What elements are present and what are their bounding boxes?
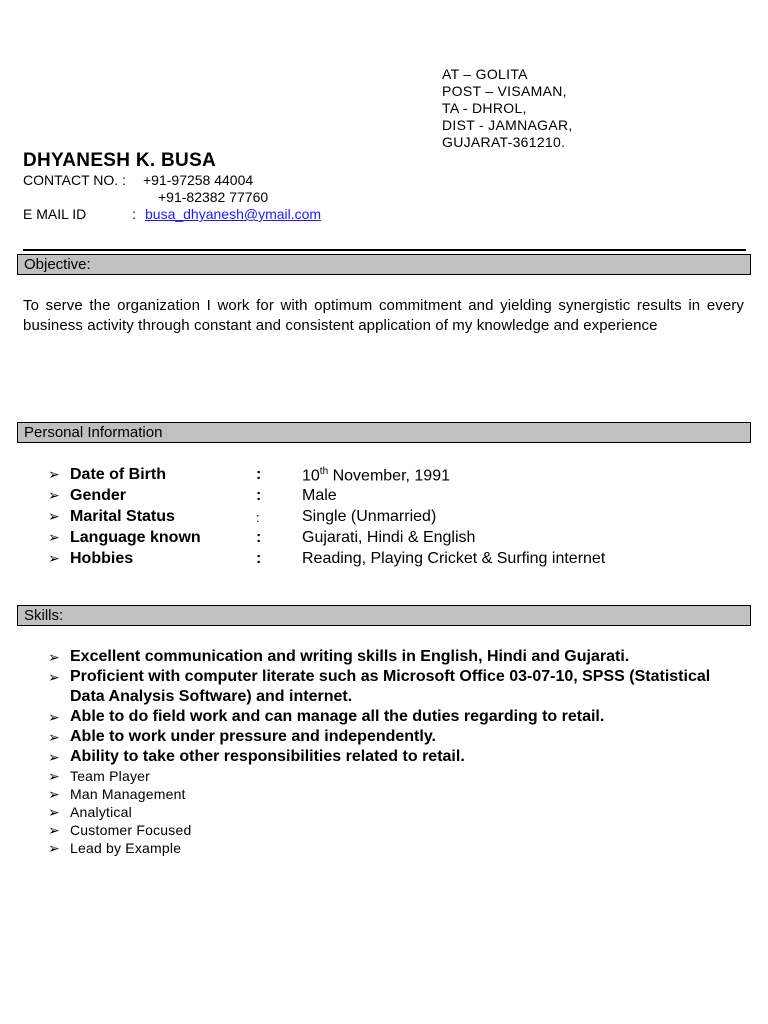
- hobbies-label: Hobbies: [70, 550, 134, 567]
- arrow-bullet-icon: ➢: [48, 709, 60, 725]
- arrow-bullet-icon: ➢: [48, 669, 60, 685]
- email-colon: :: [132, 206, 136, 222]
- skill-text: Lead by Example: [70, 840, 182, 856]
- list-item: [48, 821, 748, 839]
- list-item: [48, 839, 748, 857]
- list-item: [48, 767, 748, 785]
- list-item: [48, 803, 748, 821]
- list-item: [48, 747, 748, 767]
- skills-list: [48, 647, 748, 857]
- personal-info-heading: Personal Information: [17, 422, 751, 443]
- skill-text: Team Player: [70, 768, 151, 784]
- language-value: Gujarati, Hindi & English: [302, 529, 476, 546]
- email-label: E MAIL ID: [23, 206, 87, 222]
- colon: :: [256, 550, 262, 567]
- objective-text: [23, 296, 744, 336]
- colon: :: [256, 510, 260, 525]
- list-item: [48, 727, 748, 747]
- dob-month-year: November, 1991: [328, 467, 450, 485]
- address-line: TA - DHROL,: [442, 100, 527, 116]
- arrow-bullet-icon: ➢: [48, 466, 60, 482]
- gender-value: Male: [302, 487, 337, 504]
- arrow-bullet-icon: ➢: [48, 768, 60, 784]
- list-item: [48, 647, 748, 667]
- phone-secondary: +91-82382 77760: [158, 189, 269, 205]
- skill-text: Able to do field work and can manage all the duties regarding to retail.: [70, 708, 605, 725]
- arrow-bullet-icon: ➢: [48, 487, 60, 503]
- arrow-bullet-icon: ➢: [48, 508, 60, 524]
- skill-text: Able to work under pressure and independently.: [70, 728, 436, 745]
- marital-status-label: Marital Status: [70, 508, 175, 525]
- language-label: Language known: [70, 529, 201, 546]
- gender-label: Gender: [70, 487, 127, 504]
- dob-value: [302, 466, 450, 485]
- dob-label: Date of Birth: [70, 466, 166, 483]
- header-divider: [23, 249, 746, 251]
- phone-primary: +91-97258 44004: [143, 172, 254, 188]
- arrow-bullet-icon: ➢: [48, 550, 60, 566]
- arrow-bullet-icon: ➢: [48, 840, 60, 856]
- colon: :: [256, 466, 262, 483]
- colon: :: [256, 487, 262, 504]
- address-line: AT – GOLITA: [442, 66, 528, 82]
- skill-text: Analytical: [70, 804, 132, 820]
- arrow-bullet-icon: ➢: [48, 649, 60, 665]
- skill-text: Excellent communication and writing skills in English, Hindi and Gujarati.: [70, 648, 630, 665]
- address-line: POST – VISAMAN,: [442, 83, 567, 99]
- skill-text: Proficient with computer literate such as Microsoft Office 03-07-10, SPSS (Statistical Data Analysis Software) and internet.: [70, 668, 711, 705]
- arrow-bullet-icon: ➢: [48, 749, 60, 765]
- marital-status-value: Single (Unmarried): [302, 508, 437, 525]
- arrow-bullet-icon: ➢: [48, 822, 60, 838]
- hobbies-value: Reading, Playing Cricket & Surfing internet: [302, 550, 606, 567]
- list-item: [48, 785, 748, 803]
- contact-label: CONTACT NO. :: [23, 172, 126, 188]
- address-block: [442, 66, 573, 151]
- list-item: [48, 707, 748, 727]
- skill-text: Ability to take other responsibilities related to retail.: [70, 748, 465, 765]
- arrow-bullet-icon: ➢: [48, 804, 60, 820]
- arrow-bullet-icon: ➢: [48, 786, 60, 802]
- email-link[interactable]: busa_dhyanesh@ymail.com: [145, 206, 322, 222]
- candidate-name: DHYANESH K. BUSA: [23, 150, 217, 171]
- dob-day: 10: [302, 467, 320, 485]
- address-line: GUJARAT-361210.: [442, 134, 566, 150]
- dob-suffix: th: [319, 466, 329, 477]
- arrow-bullet-icon: ➢: [48, 729, 60, 745]
- colon: :: [256, 529, 262, 546]
- objective-body: To serve the organization I work for with optimum commitment and yielding synergistic results in every business activity through constant and consistent application of my knowledge and experience: [23, 297, 744, 334]
- skill-text: Customer Focused: [70, 822, 192, 838]
- list-item: [48, 667, 748, 707]
- objective-heading: Objective:: [17, 254, 751, 275]
- address-line: DIST - JAMNAGAR,: [442, 117, 573, 133]
- arrow-bullet-icon: ➢: [48, 529, 60, 545]
- skill-text: Man Management: [70, 786, 186, 802]
- skills-heading: Skills:: [17, 605, 751, 626]
